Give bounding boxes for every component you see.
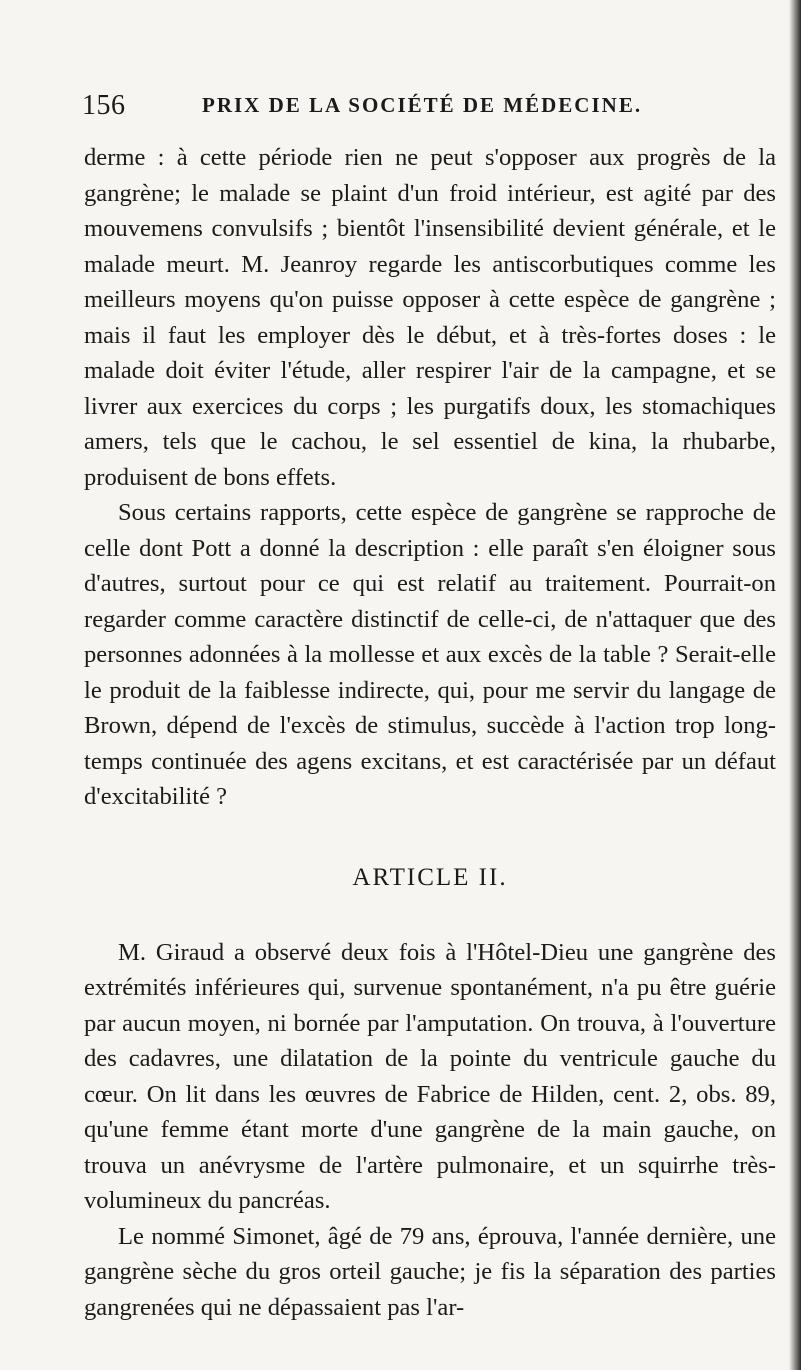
article-heading: ARTICLE II. [352,863,508,891]
paragraph-2: Sous certains rapports, cette espèce de gangrène se rapproche de celle dont Pott a donné la description : elle paraît s'en éloigner sous d'autres, surtout pour ce qui est relatif au traitement. Pourrait-on regarder comme caractère distinctif de celle-ci, de n'attaquer que des personnes adonnées à la mollesse et aux excès de la table ? Serait-elle le produit de la faiblesse indirecte, qui, pour me servir du langage de Brown, dépend de l'excès de stimulus, succède à l'action trop long-temps continuée des agens excitans, et est caractérisée par un défaut d'excitabilité ? [84,499,776,810]
page-number: 156 [82,90,126,121]
page-edge-shadow [789,0,801,1370]
article-paragraph-1: M. Giraud a observé deux fois à l'Hôtel-Dieu une gangrène des extrémités inférieures qui, survenue spontanément, n'a pu être guérie par aucun moyen, ni bornée par l'amputation. On trouva, à l'ouverture des cadavres, une dilatation de la pointe du ventricule gauche du cœur. On lit dans les œuvres de Fabrice de Hilden, cent. 2, obs. 89, qu'une femme étant morte d'une gangrène de la main gauche, on trouva un anévrysme de l'artère pulmonaire, et un squirrhe très-volumineux du pancréas. [84,938,776,1214]
running-head: PRIX DE LA SOCIÉTÉ DE MÉDECINE. [202,93,643,117]
paragraph-1: derme : à cette période rien ne peut s'opposer aux progrès de la gangrène; le malade se plaint d'un froid intérieur, est agité par des mouvemens convulsifs ; bientôt l'insensibilité devient générale, et le malade meurt. M. Jeanroy regarde les antiscorbutiques comme les meilleurs moyens qu'on puisse opposer à cette espèce de gangrène ; mais il faut les employer dès le début, et à très-fortes doses : le malade doit éviter l'étude, aller respirer l'air de la campagne, et se livrer aux exercices du corps ; les purgatifs doux, les stomachiques amers, tels que le cachou, le sel essentiel de kina, la rhubarbe, produisent de bons effets. [84,144,776,491]
article-paragraph-2: Le nommé Simonet, âgé de 79 ans, éprouva, l'année dernière, une gangrène sèche du gros orteil gauche; je fis la séparation des parties gangrenées qui ne dépassaient pas l'ar- [84,1222,776,1321]
body-text [84,140,776,1325]
page-header [82,90,772,126]
